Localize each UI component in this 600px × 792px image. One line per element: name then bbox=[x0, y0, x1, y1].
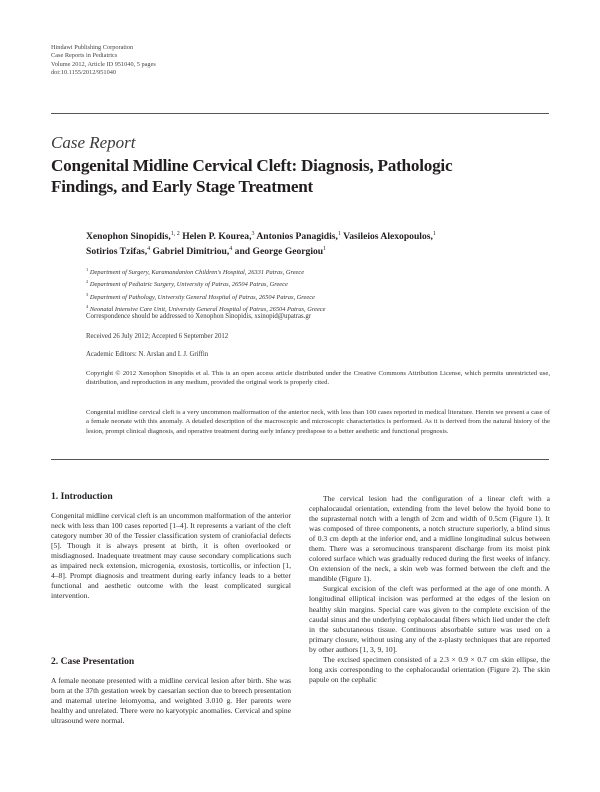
section-heading-case-presentation: 2. Case Presentation bbox=[51, 656, 135, 667]
doi-line: doi:10.1155/2012/951040 bbox=[51, 68, 117, 76]
dates-line: Received 26 July 2012; Accepted 6 September 2012 bbox=[86, 333, 229, 340]
introduction-text bbox=[51, 511, 291, 601]
paragraph: The cervical lesion had the configuration of a linear cleft with a cephalocaudal orientation, extending from the level below the hyoid bone to the suprasternal notch with a length of 2cm and width of 0.5cm (Figure 1). It was composed of three components, a notch structure superiorly, a blind sinus of 0.3 cm depth at the inferior end, and a midline longitudinal sulcus between them. There was a seromucinous transparent discharge from its moist pink colored surface which was gradually reduced during the first weeks of infancy. On extension of the neck, a skin web was formed between the cleft and the mandible (Figure 1). bbox=[309, 494, 550, 584]
copyright-notice: Copyright © 2012 Xenophon Sinopidis et al. This is an open access article distributed under the Creative Commons Attribution License, which permits unrestricted use, distribution, and reproduction in any medium, provided the original work is properly cited. bbox=[86, 370, 550, 387]
author-name: Sotirios Tzifas, bbox=[86, 246, 148, 258]
section-heading-introduction: 1. Introduction bbox=[51, 491, 113, 502]
paper-title: Congenital Midline Cervical Cleft: Diagnosis, Pathologic Findings, and Early Stage Treatment bbox=[51, 156, 453, 196]
abstract-rule bbox=[51, 459, 549, 460]
author-name: Gabriel Dimitriou, bbox=[150, 246, 230, 258]
abstract: Congenital midline cervical cleft is a very uncommon malformation of the anterior neck, with less than 100 cases reported in medical literature. Herein we present a case of a female neonate with this anomaly. A detailed description of the macroscopic and microscopic characteristics is performed. As it is derived from the natural history of the lesion, prompt clinical diagnosis, and operative treatment during early infancy predispose to a better aesthetic and functional prognosis. bbox=[86, 409, 550, 435]
affiliation-number: 1 bbox=[86, 267, 89, 272]
affiliation-item bbox=[86, 277, 325, 289]
affiliation-text: Neonatal Intensive Care Unit, University General Hospital of Patras, 26504 Patras, Greece bbox=[89, 306, 326, 314]
author-list bbox=[86, 228, 541, 258]
author-name: Xenophon Sinopidis, bbox=[86, 231, 171, 243]
author-affil-sup: 1 bbox=[323, 246, 327, 253]
author-name: and George Georgiou bbox=[232, 246, 324, 258]
author-affil-sup: 1 bbox=[337, 231, 341, 237]
author-affil-sup: 4 bbox=[229, 246, 233, 253]
author-affil-sup: 1, 2 bbox=[170, 231, 180, 237]
author-affil-sup: 1 bbox=[432, 231, 436, 237]
affiliation-number: 3 bbox=[86, 291, 89, 297]
affiliation-list bbox=[86, 265, 325, 314]
affiliation-item bbox=[86, 265, 325, 277]
affiliation-text: Department of Surgery, Karamandanion Children's Hospital, 26331 Patras, Greece bbox=[89, 269, 305, 277]
publisher-line: Hindawi Publishing Corporation bbox=[51, 44, 134, 51]
case-presentation-text bbox=[51, 676, 291, 726]
correspondence-line: Correspondence should be addressed to Xenophon Sinopidis, xsinopid@upatras.gr bbox=[86, 313, 312, 320]
author-affil-sup: 3 bbox=[251, 231, 255, 237]
editors-line: Academic Editors: N. Arslan and I. J. Griffin bbox=[86, 351, 209, 358]
paragraph: The excised specimen consisted of a 2.3 × 0.9 × 0.7 cm skin ellipse, the long axis corresponding to the cephalocaudal orientation (Figure 2). The skin papule on the cephalic bbox=[309, 654, 550, 684]
author-name: Helen P. Kourea, bbox=[179, 231, 252, 243]
affiliation-text: Department of Pathology, University General Hospital of Patras, 26504 Patras, Greece bbox=[89, 293, 315, 301]
affiliation-number: 2 bbox=[86, 279, 89, 285]
paragraph: Surgical excision of the cleft was performed at the age of one month. A longitudinal elliptical incision was performed at the edges of the lesion on healthy skin margins. Special care was given to the complete excision of the caudal sinus and the underlying cephalocaudal fibers which lied under the cleft in the subcutaneous tissue. Continuous absorbable suture was used on a primary closure, without using any of the z-plasty techniques that are reported by other authors [1, 3, 9, 10]. bbox=[309, 584, 550, 654]
author-name: Antonios Panagidis, bbox=[254, 231, 338, 243]
affiliation-item bbox=[86, 290, 325, 302]
volume-line: Volume 2012, Article ID 951040, 5 pages bbox=[51, 60, 156, 68]
paragraph: A female neonate presented with a midline cervical lesion after birth. She was born at the 37th gestation week by caesarian section due to breech presentation and maternal uterine leiomyoma, and weighted 3.010 g. Her parents were healthy and unrelated. There were no karyotypic anomalies. Cervical and spine ultrasound were normal. bbox=[51, 676, 291, 726]
paragraph: Congenital midline cervical cleft is an uncommon malformation of the anterior neck with less than 100 cases reported [1–4]. It represents a variant of the cleft category number 30 of the Tessier classification system of craniofacial defects [5]. Though it is always present at birth, it is often overlooked or misdiagnosed. Inadequate treatment may cause secondary complications such as impaired neck extension, microgenia, exostosis, torticollis, or infection [1, 4–8]. Prompt diagnosis and treatment during early infancy leads to a better functional and aesthetic outcome with the least complicated surgical intervention. bbox=[51, 511, 291, 601]
right-column-text bbox=[309, 494, 550, 685]
header-rule bbox=[51, 113, 549, 114]
article-type: Case Report bbox=[51, 133, 136, 152]
author-affil-sup: 4 bbox=[147, 246, 151, 253]
journal-line: Case Reports in Pediatrics bbox=[51, 52, 118, 60]
affiliation-text: Department of Pediatric Surgery, University of Patras, 26504 Patras, Greece bbox=[89, 281, 288, 289]
author-name: Vasileios Alexopoulos, bbox=[340, 231, 433, 243]
affiliation-number: 4 bbox=[86, 303, 89, 309]
journal-header bbox=[51, 44, 156, 77]
